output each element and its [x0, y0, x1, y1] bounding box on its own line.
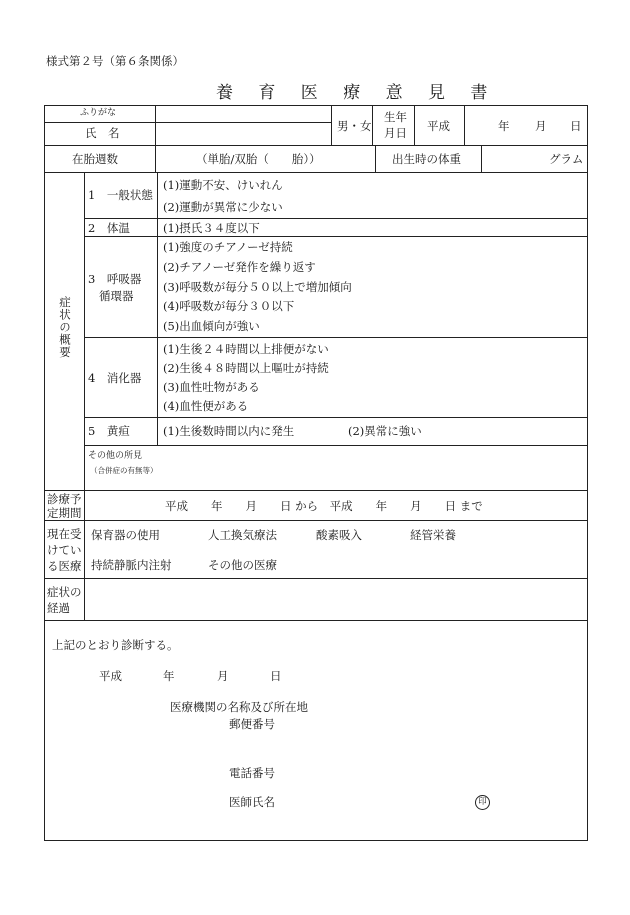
birth-month: 月	[535, 119, 547, 133]
cert-month: 月	[217, 669, 229, 683]
symptom-item[interactable]: (2)チアノーゼ発作を繰り返す	[163, 260, 316, 274]
symptom-group-respiratory: 3 呼吸器	[88, 272, 142, 286]
birth-label-1: 生年	[384, 110, 407, 124]
symptom-item[interactable]: (3)血性吐物がある	[163, 380, 260, 394]
furigana-field[interactable]	[156, 106, 331, 122]
form-code: 様式第２号（第６条関係）	[46, 54, 184, 68]
birth-era: 平成	[427, 119, 450, 133]
birth-label-2: 月日	[384, 126, 407, 140]
seal-mark: 印	[475, 795, 490, 810]
symptom-group-digestive: 4 消化器	[88, 371, 142, 385]
cert-year: 年	[163, 669, 175, 683]
symptom-item[interactable]: (3)呼吸数が毎分５０以上で増加傾向	[163, 280, 352, 294]
symptom-item[interactable]: (2)生後４８時間以上嘔吐が持続	[163, 361, 329, 375]
course-label-2: 経過	[47, 601, 70, 615]
symptom-item[interactable]: (4)血性便がある	[163, 399, 249, 413]
other-findings-label: その他の所見	[88, 451, 143, 461]
symptom-item[interactable]: (2)運動が異常に少ない	[163, 200, 283, 214]
cert-day: 日	[270, 669, 282, 683]
other-findings-sub: （合併症の有無等）	[90, 466, 158, 475]
treatment-item-incubator[interactable]: 保育器の使用	[91, 528, 160, 542]
birth-year: 年	[498, 119, 510, 133]
furigana-label: ふりがな	[80, 108, 117, 118]
birth-day: 日	[570, 119, 582, 133]
symptom-item[interactable]: (4)呼吸数が毎分３０以下	[163, 299, 295, 313]
symptom-item[interactable]: (1)運動不安、けいれん	[163, 178, 283, 192]
institution-label: 医療機関の名称及び所在地	[170, 700, 308, 714]
symptom-group-jaundice: 5 黄疸	[88, 424, 130, 438]
treatment-item-tube-feeding[interactable]: 経管栄養	[410, 528, 456, 542]
postal-code-label: 郵便番号	[229, 717, 275, 731]
period-label-1: 診療予	[47, 492, 82, 506]
period-label-2: 定期間	[47, 506, 82, 520]
treatment-item-other[interactable]: その他の医療	[208, 558, 277, 572]
name-field[interactable]	[156, 123, 331, 145]
treatment-label-3: る医療	[47, 559, 82, 573]
symptom-group-general: 1 一般状態	[88, 188, 153, 202]
treatment-label-2: けてい	[47, 543, 82, 557]
diagnosis-statement: 上記のとおり診断する。	[52, 638, 179, 652]
doctor-name-label: 医師氏名	[229, 795, 275, 809]
birth-weight-label: 出生時の体重	[392, 152, 461, 166]
symptom-item[interactable]: (2)異常に強い	[348, 424, 422, 438]
course-label-1: 症状の	[47, 585, 82, 599]
name-label: 氏 名	[85, 126, 120, 140]
cert-era: 平成	[99, 669, 122, 683]
symptom-item[interactable]: (1)強度のチアノーゼ持続	[163, 240, 293, 254]
symptoms-section-label: 症状の概要	[58, 296, 72, 359]
symptom-item[interactable]: (1)摂氏３４度以下	[163, 221, 260, 235]
page-title: 養 育 医 療 意 見 書	[216, 83, 498, 103]
sex-label[interactable]: 男・女	[337, 119, 372, 133]
symptom-item[interactable]: (1)生後２４時間以上排便がない	[163, 342, 329, 356]
birth-weight-unit: グラム	[549, 152, 584, 166]
symptom-item[interactable]: (5)出血傾向が強い	[163, 319, 260, 333]
other-findings-field[interactable]	[158, 446, 586, 489]
treatment-item-ventilation[interactable]: 人工換気療法	[208, 528, 277, 542]
gestation-label: 在胎週数	[72, 152, 118, 166]
treatment-label-1: 現在受	[47, 527, 82, 541]
treatment-item-oxygen[interactable]: 酸素吸入	[316, 528, 362, 542]
symptom-group-circulatory: 循環器	[99, 289, 134, 303]
period-text[interactable]: 平成 年 月 日 から 平成 年 月 日 まで	[165, 499, 483, 513]
symptom-item[interactable]: (1)生後数時間以内に発生	[163, 424, 295, 438]
phone-label: 電話番号	[229, 766, 275, 780]
treatment-item-iv-infusion[interactable]: 持続静脈内注射	[91, 558, 172, 572]
course-field[interactable]	[85, 579, 586, 619]
gestation-value[interactable]: （単胎/双胎（ 胎））	[196, 152, 321, 166]
symptom-group-temperature: 2 体温	[88, 221, 130, 235]
